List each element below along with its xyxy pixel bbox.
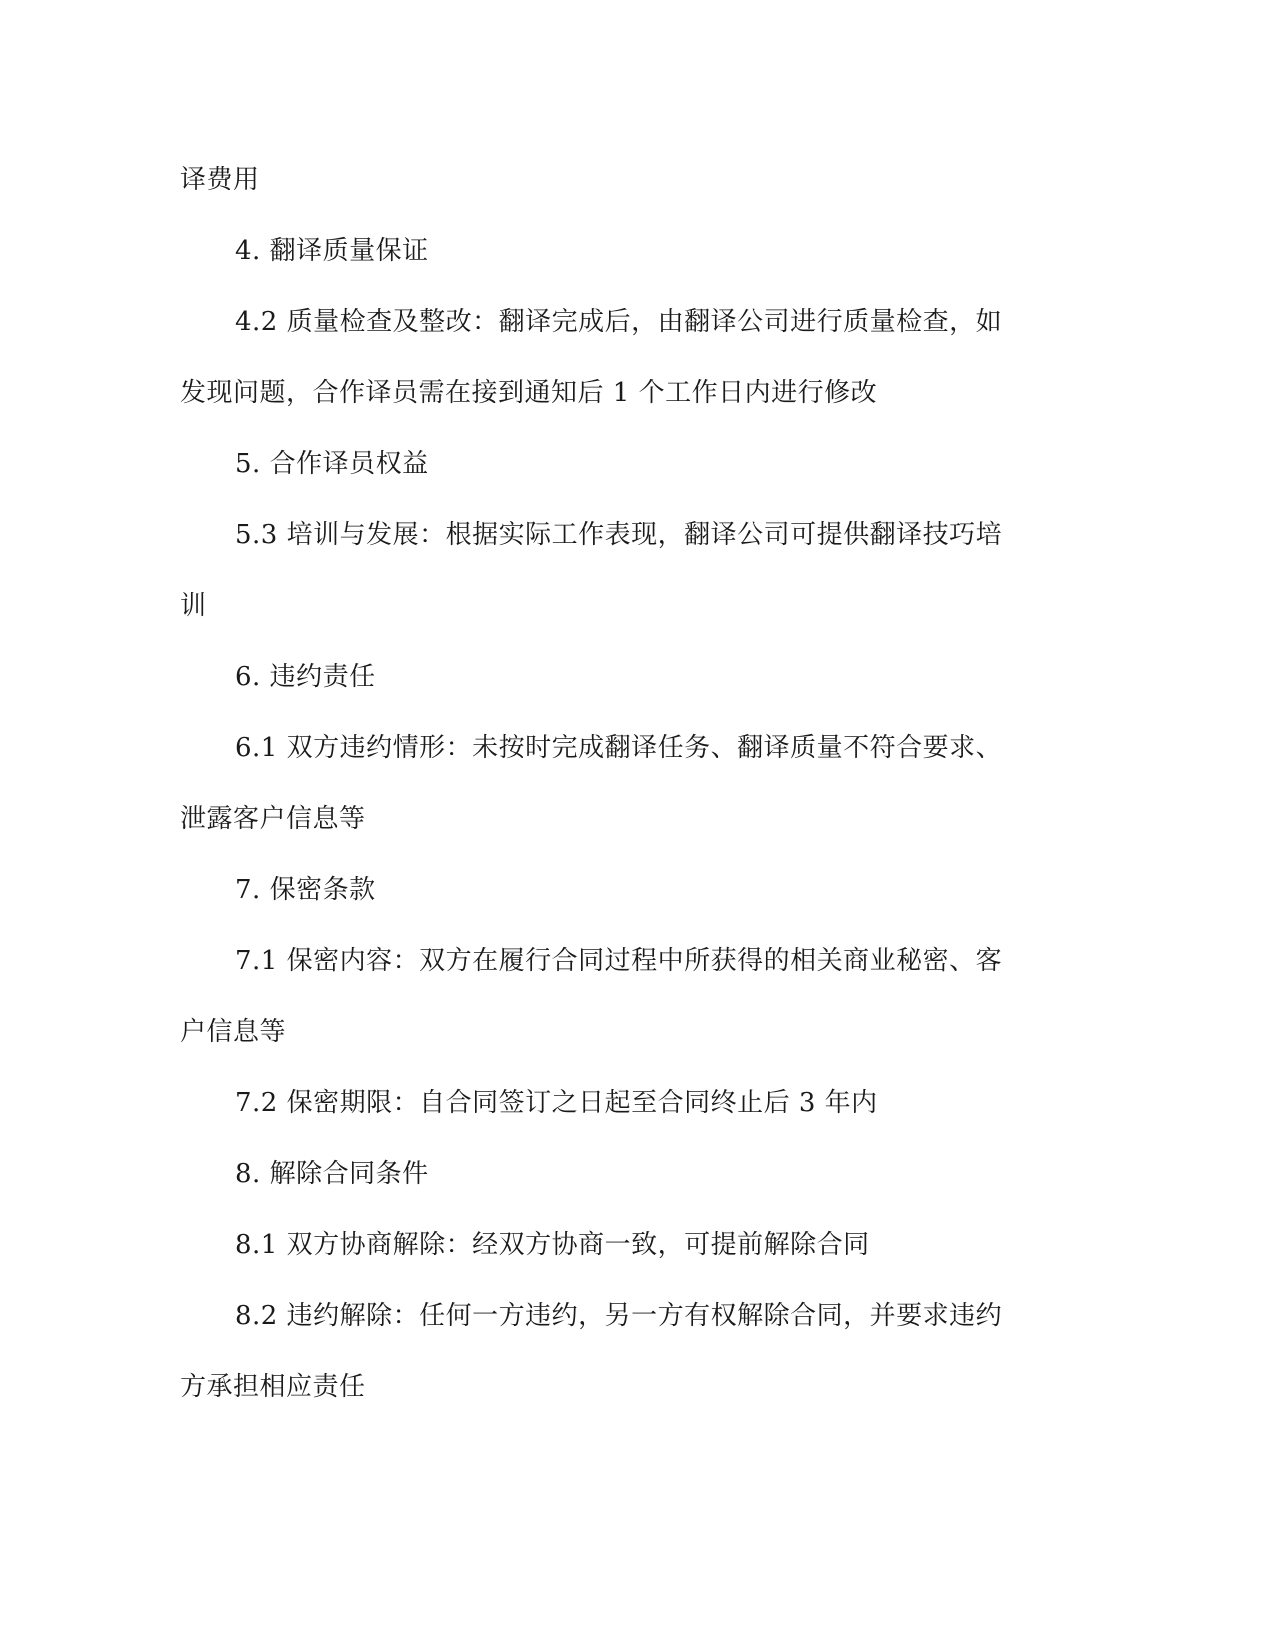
paragraph xyxy=(180,1281,1050,1423)
paragraph xyxy=(180,287,1050,429)
paragraph xyxy=(180,926,1050,1068)
text-line: 4.2 质量检查及整改：翻译完成后，由翻译公司进行质量检查，如 xyxy=(235,307,1003,337)
text-line: 5. 合作译员权益 xyxy=(235,449,429,479)
text-line: 5.3 培训与发展：根据实际工作表现，翻译公司可提供翻译技巧培 xyxy=(235,520,1003,550)
text-line: 4. 翻译质量保证 xyxy=(235,236,429,266)
text-line: 7.1 保密内容：双方在履行合同过程中所获得的相关商业秘密、客 xyxy=(235,946,1003,976)
paragraph xyxy=(180,145,1050,216)
text-line: 6. 违约责任 xyxy=(235,662,376,692)
text-line: 8. 解除合同条件 xyxy=(235,1159,429,1189)
document-page xyxy=(180,145,1050,1423)
text-line: 7. 保密条款 xyxy=(235,875,376,905)
paragraph xyxy=(180,500,1050,642)
paragraph xyxy=(180,1210,1050,1281)
text-line: 6.1 双方违约情形：未按时完成翻译任务、翻译质量不符合要求、 xyxy=(235,733,1003,763)
text-line: 户信息等 xyxy=(180,1017,287,1047)
paragraph xyxy=(180,713,1050,855)
text-line: 译费用 xyxy=(180,165,260,195)
paragraph xyxy=(180,429,1050,500)
text-line: 泄露客户信息等 xyxy=(180,804,366,834)
text-line: 方承担相应责任 xyxy=(180,1372,366,1402)
paragraph xyxy=(180,642,1050,713)
paragraph xyxy=(180,1139,1050,1210)
text-line: 8.2 违约解除：任何一方违约，另一方有权解除合同，并要求违约 xyxy=(235,1301,1003,1331)
text-line: 7.2 保密期限：自合同签订之日起至合同终止后 3 年内 xyxy=(235,1088,878,1118)
paragraph xyxy=(180,855,1050,926)
text-line: 8.1 双方协商解除：经双方协商一致，可提前解除合同 xyxy=(235,1230,870,1260)
paragraph xyxy=(180,1068,1050,1139)
text-line: 发现问题，合作译员需在接到通知后 1 个工作日内进行修改 xyxy=(180,378,878,408)
text-line: 训 xyxy=(180,591,207,621)
paragraph xyxy=(180,216,1050,287)
